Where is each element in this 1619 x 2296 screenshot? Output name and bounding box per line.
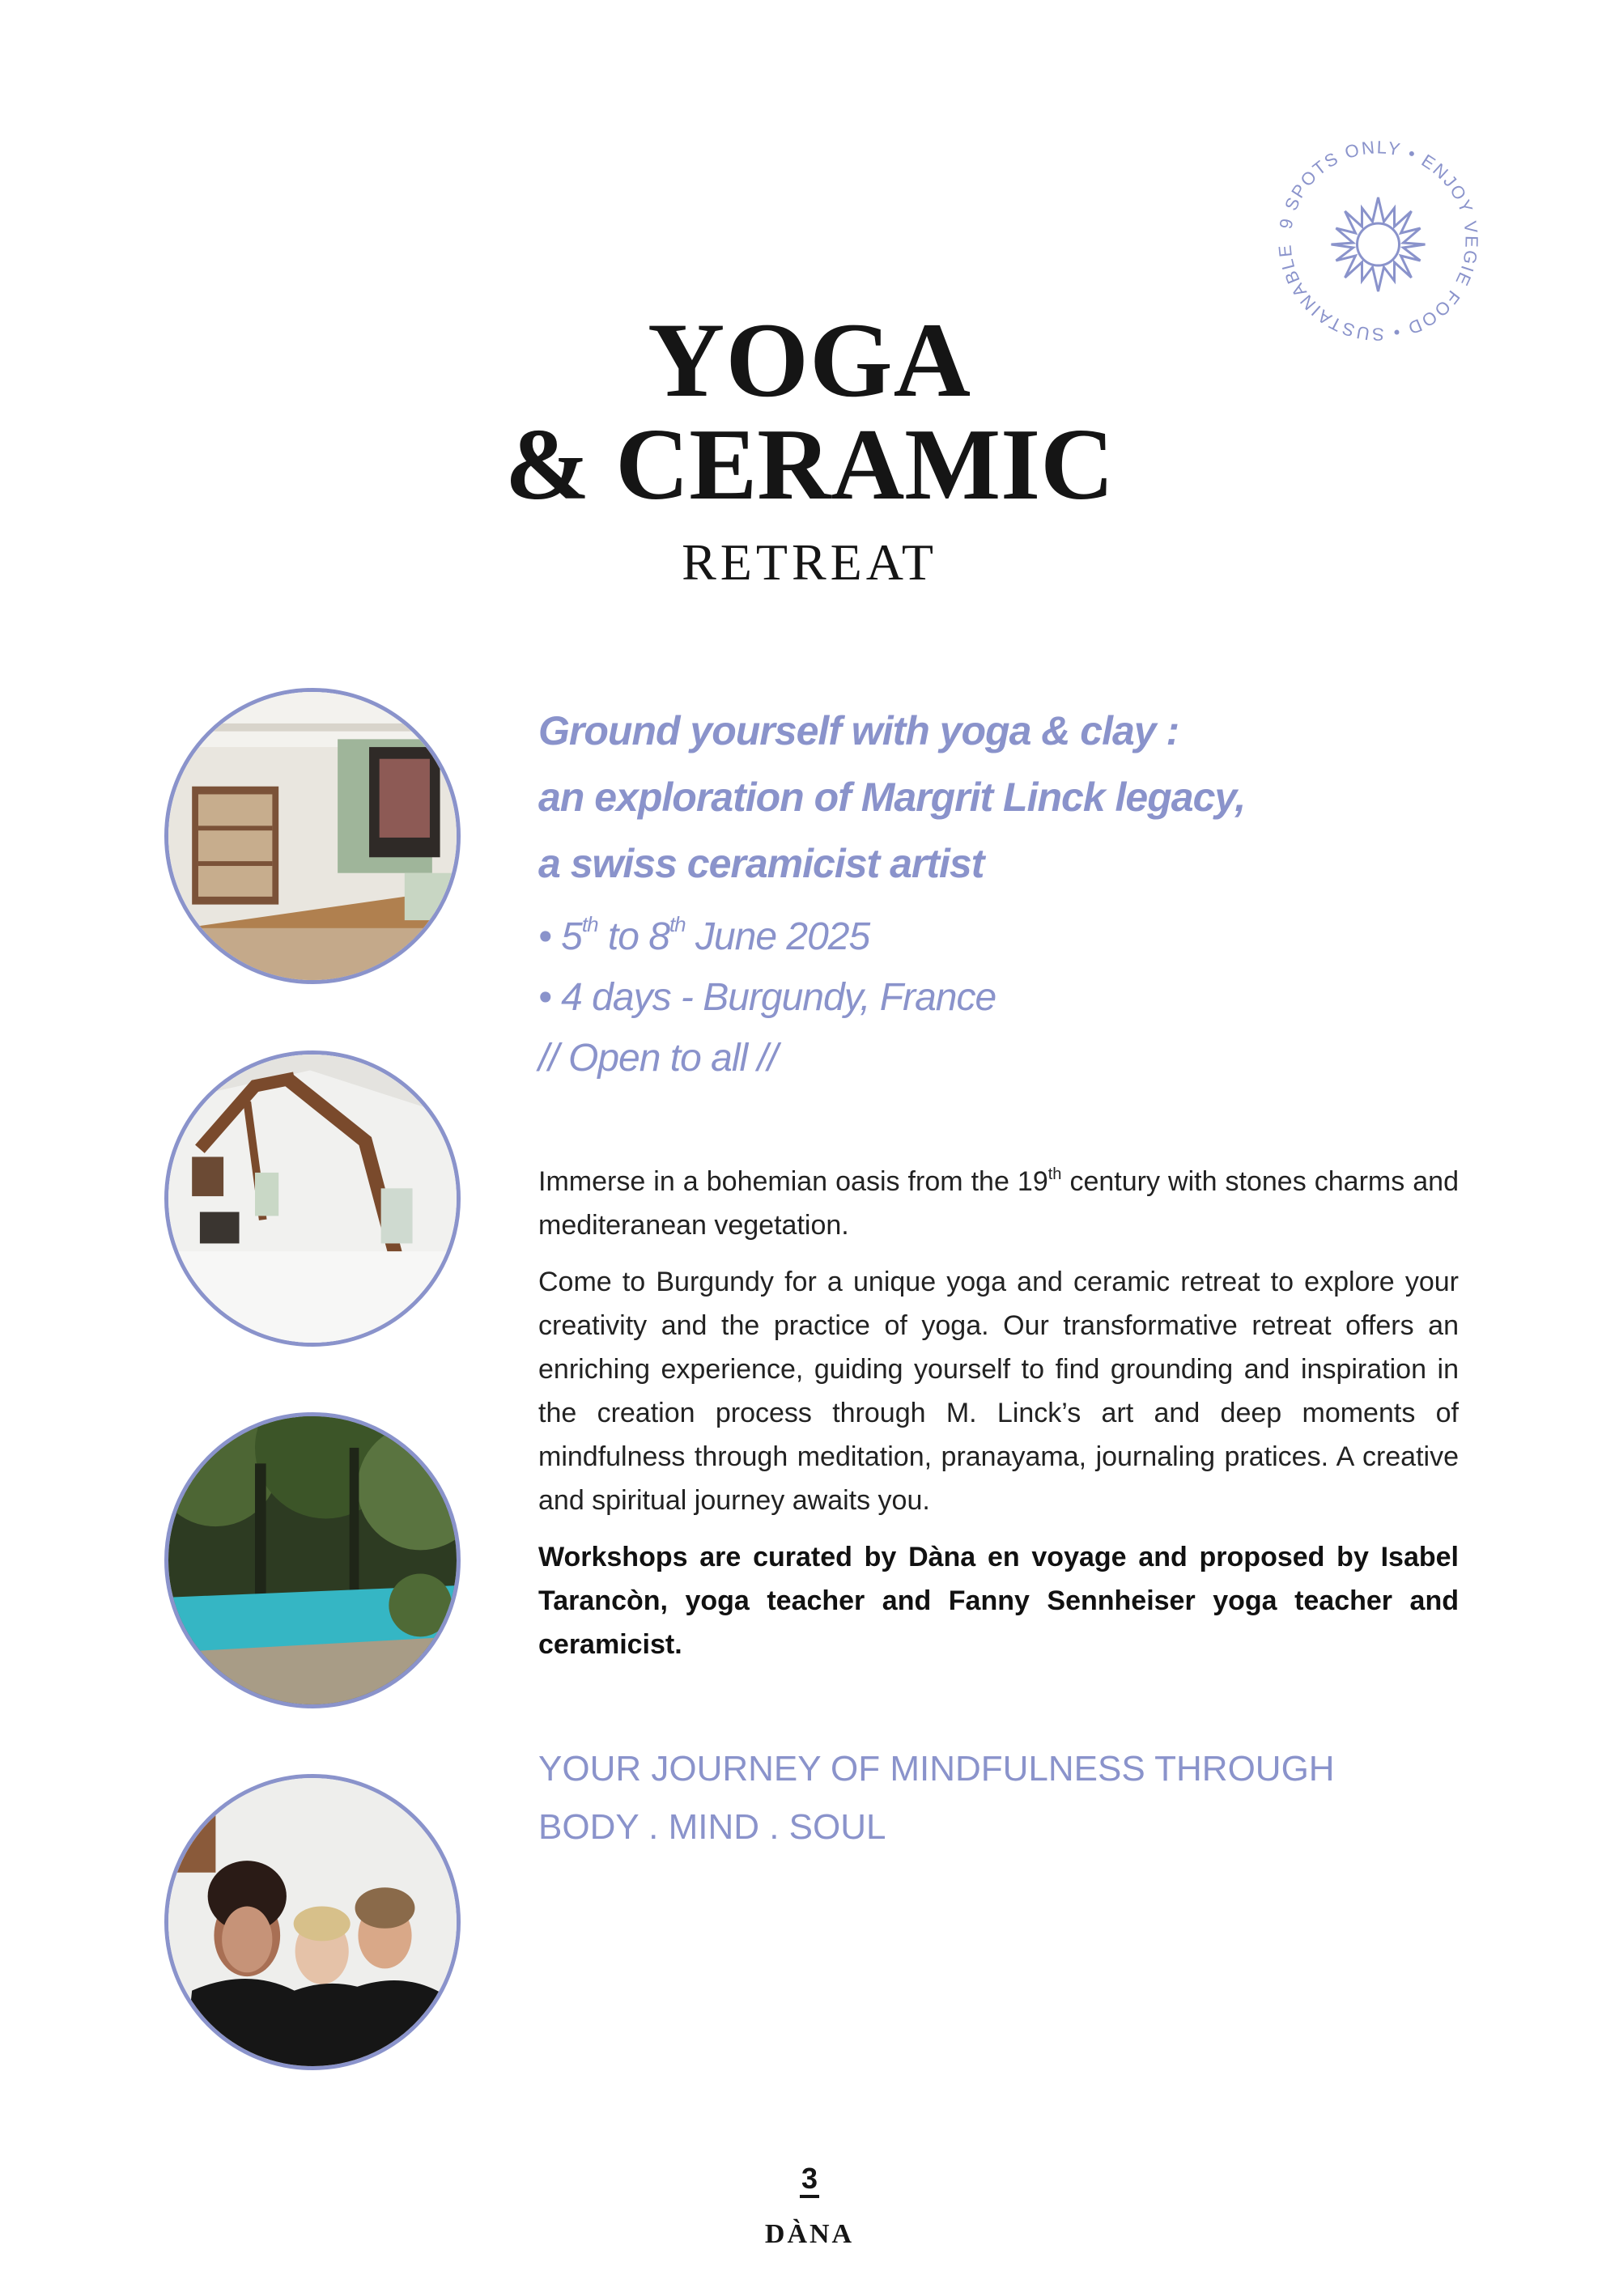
info-dates: • 5th to 8th June 2025 xyxy=(538,912,870,958)
photo-teachers xyxy=(164,1774,461,2070)
title-ceramic: & CERAMIC xyxy=(504,409,1115,521)
title-yoga: YOGA xyxy=(648,300,971,419)
subtitle-retreat: RETREAT xyxy=(682,533,937,591)
dining-room-photo xyxy=(168,692,457,980)
lead-line-1: Ground yourself with yoga & clay : xyxy=(538,708,1179,753)
sun-icon xyxy=(1332,197,1426,291)
tagline-line-2: BODY . MIND . SOUL xyxy=(538,1807,886,1847)
studio-room-photo xyxy=(168,1055,457,1343)
tagline xyxy=(538,1740,1510,1857)
brand-logo: DÀNA xyxy=(764,2219,855,2249)
tagline-line-1: YOUR JOURNEY OF MINDFULNESS THROUGH xyxy=(538,1749,1335,1789)
pool-garden-photo xyxy=(168,1416,457,1704)
lead-line-2: an exploration of Margrit Linck legacy, xyxy=(538,775,1246,820)
body-paragraph-2: Come to Burgundy for a unique yoga and ceramic retreat to explore your creativity and the practice of yoga. Our transformative retreat offers an enriching experience, guiding yourself to find grounding and inspiration in the creation process through M. Linck’s art and deep moments of mindfulness through meditation, pranayama, journaling pratices. A creative and spiritual journey awaits you. xyxy=(538,1267,1459,1516)
retreat-info xyxy=(538,906,1510,1089)
info-location: • 4 days - Burgundy, France xyxy=(538,976,996,1019)
photo-pool-garden xyxy=(164,1412,461,1708)
teachers-photo xyxy=(168,1778,457,2066)
stamp-text: 9 SPOTS ONLY • ENJOY VEGIE FOOD • SUSTAINABLE xyxy=(1274,137,1482,345)
body-text xyxy=(538,1160,1459,1679)
photo-dining-room xyxy=(164,688,461,984)
lead-heading xyxy=(538,698,1510,897)
page-number: 3 xyxy=(0,2161,1619,2196)
lead-line-3: a swiss ceramicist artist xyxy=(538,841,984,886)
photo-studio-room xyxy=(164,1050,461,1347)
body-paragraph-1: Immerse in a bohemian oasis from the 19th century with stones charms and mediteranean vegetation. xyxy=(538,1165,1459,1241)
info-open: // Open to all // xyxy=(538,1037,778,1080)
body-paragraph-3: Workshops are curated by Dàna en voyage and proposed by Isabel Tarancòn, yoga teacher and Fanny Sennheiser yoga teacher and ceramicist. xyxy=(538,1542,1459,1660)
